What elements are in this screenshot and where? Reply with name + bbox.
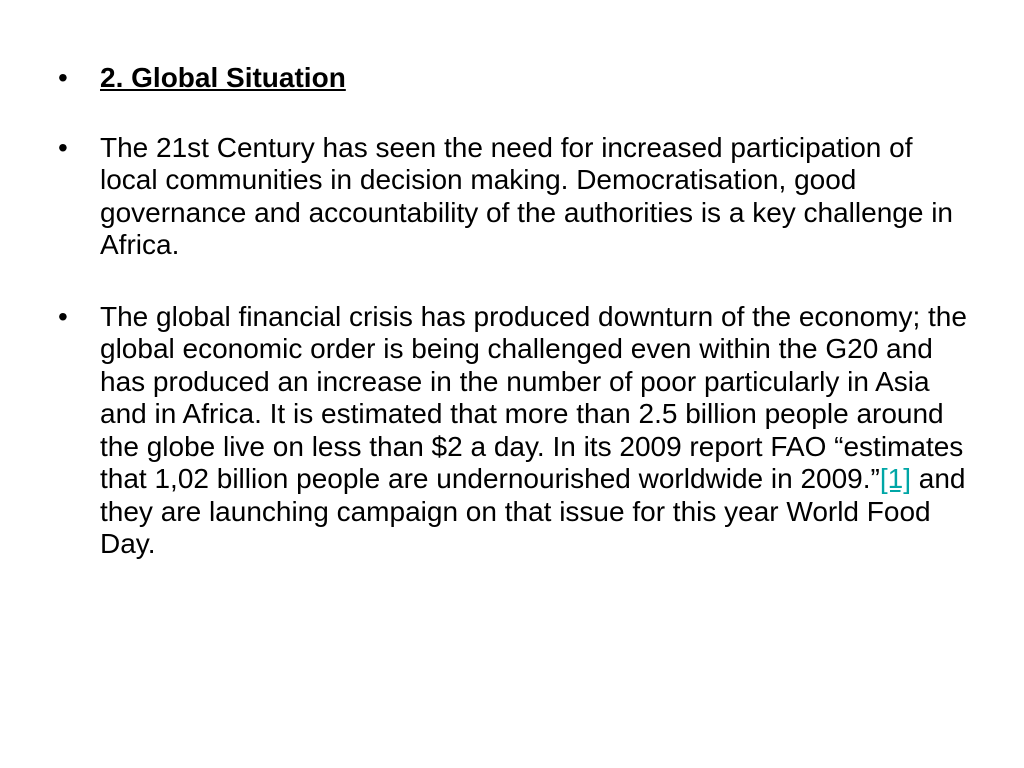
bullet-paragraph-2 (58, 301, 968, 561)
section-heading: 2. Global Situation (100, 62, 346, 93)
paragraph-1-text: The 21st Century has seen the need for increased participation of local communities in decision making. Democratisation, good governance and accountability of the authorities is a key challenge in Africa. (100, 131, 953, 260)
bullet-dot-icon: • (58, 300, 68, 332)
bullet-dot-icon: • (58, 131, 68, 163)
bullet-paragraph-1 (58, 132, 968, 262)
bullet-dot-icon: • (58, 62, 68, 93)
paragraph-2-text-before-link: The global financial crisis has produced downturn of the economy; the global economic order is being challenged even within the G20 and has produced an increase in the number of poor particularly in Asia and in Africa. It is estimated that more than 2.5 billion people around the globe live on less than $2 a day. In its 2009 report FAO “estimates that 1,02 billion people are undernourished worldwide in 2009.” (100, 300, 967, 494)
bullet-list (58, 62, 968, 600)
paragraph-2-text-after-link: and they are launching campaign on that issue for this year World Food Day. (100, 463, 966, 559)
footnote-link[interactable]: [1] (879, 463, 911, 494)
bullet-heading (58, 62, 968, 95)
